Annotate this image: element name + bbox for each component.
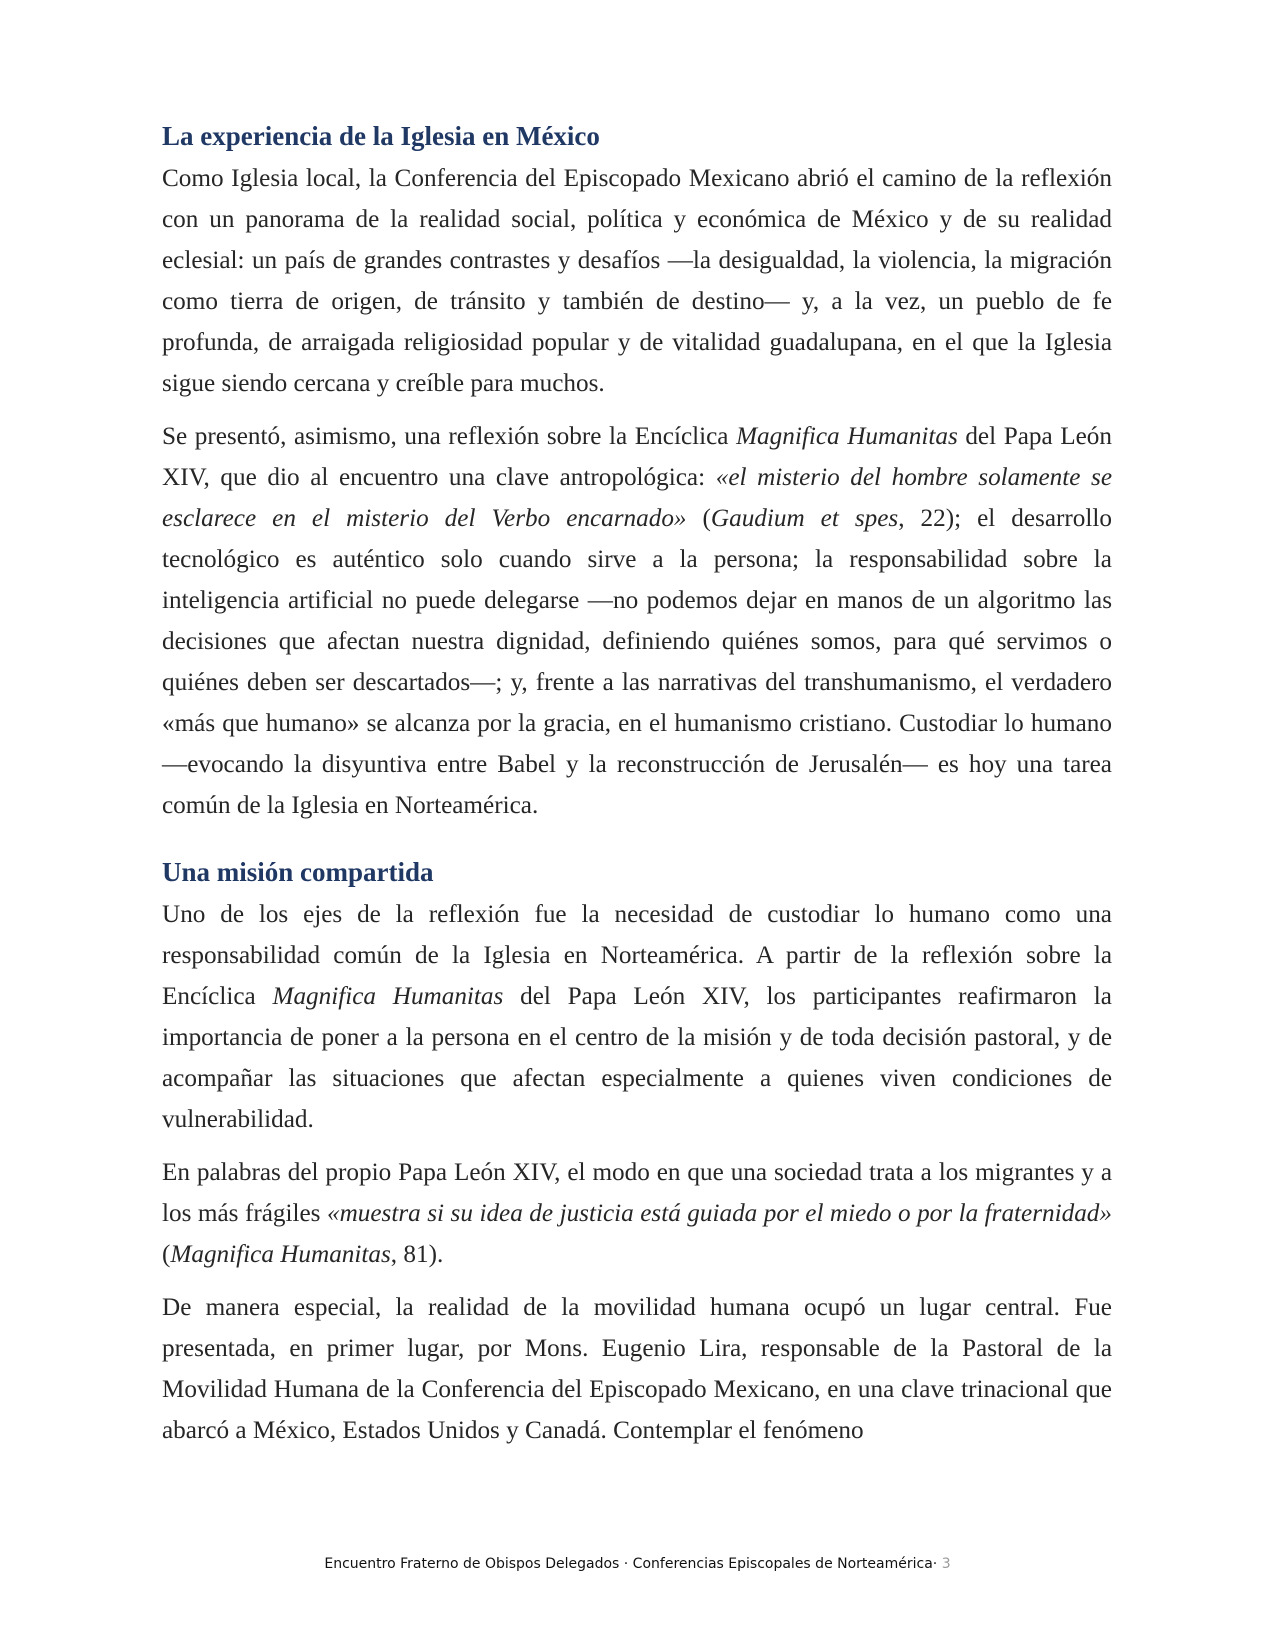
- text-run: del Papa León XIV, que dio al encuentro una clave antropológica:: [162, 423, 1112, 491]
- text-run: (: [162, 1241, 171, 1268]
- footer-text: Encuentro Fraterno de Obispos Delegados · Conferencias Episcopales de Norteamérica: [324, 1556, 933, 1572]
- text-run: (: [686, 505, 711, 532]
- text-run: En palabras del propio Papa León XIV, el modo en que una sociedad trata a los migrantes y a los más frágiles: [162, 1159, 1112, 1227]
- italic-encyclical-title: Magnifica Humanitas: [736, 423, 958, 450]
- section-heading-shared-mission: Una misión compartida: [162, 857, 434, 887]
- page-footer: [0, 1556, 1275, 1572]
- italic-encyclical-title: Magnifica Humanitas: [272, 983, 504, 1010]
- section-spacer: [162, 838, 1112, 854]
- paragraph-mexico-context: Como Iglesia local, la Conferencia del Episcopado Mexicano abrió el camino de la reflexión con un panorama de la realidad social, política y económica de México y de su realidad eclesial: un país de grandes contrastes y desafíos —la desigualdad, la violencia, la migración como tierra de origen, de tránsito y también de destino— y, a la vez, un pueblo de fe profunda, de arraigada religiosidad popular y de vitalidad guadalupana, en el que la Iglesia sigue siendo cercana y creíble para muchos.: [162, 165, 1112, 397]
- italic-citation-title: Magnifica Humanitas: [170, 1241, 391, 1268]
- italic-quote: «muestra si su idea de justicia está guiada por el miedo o por la fraternidad»: [327, 1200, 1112, 1227]
- paragraph-human-mobility: De manera especial, la realidad de la movilidad humana ocupó un lugar central. Fue presentada, en primer lugar, por Mons. Eugenio Lira, responsable de la Pastoral de la Movilidad Humana de la Conferencia del Episcopado Mexicano, en una clave trinacional que abarcó a México, Estados Unidos y Canadá. Contemplar el fenómeno: [162, 1294, 1112, 1444]
- section-heading-mexico: La experiencia de la Iglesia en México: [162, 121, 600, 151]
- footer-separator: ·: [932, 1556, 938, 1572]
- text-run: , 22); el desarrollo tecnológico es auténtico solo cuando sirve a la persona; la responsabilidad sobre la inteligencia artificial no puede delegarse —no podemos dejar en manos de un algoritmo las decisiones que afectan nuestra dignidad, definiendo quiénes somos, para qué servimos o quiénes deben ser descartados—; y, frente a las narrativas del transhumanismo, el verdadero «más que humano» se alcanza por la gracia, en el humanismo cristiano. Custodiar lo humano —evocando la disyuntiva entre Babel y la reconstrucción de Jerusalén— es hoy una tarea común de la Iglesia en Norteamérica.: [162, 505, 1112, 819]
- text-run: Uno de los ejes de la reflexión fue la necesidad de custodiar lo humano como una responsabilidad común de la Iglesia en Norteamérica. A partir de la reflexión sobre la Encíclica: [162, 901, 1112, 1010]
- paragraph-encyclical-reflection: [162, 416, 1112, 826]
- text-run: Se presentó, asimismo, una reflexión sobre la Encíclica: [162, 423, 737, 450]
- document-body: [162, 118, 1112, 1463]
- text-run: , 81).: [390, 1241, 444, 1268]
- italic-quote: «el misterio del hombre solamente se esclarece en el misterio del Verbo encarnado»: [162, 464, 1113, 532]
- italic-citation-title: Gaudium et spes: [710, 505, 899, 532]
- text-run: del Papa León XIV, los participantes reafirmaron la importancia de poner a la persona en el centro de la misión y de toda decisión pastoral, y de acompañar las situaciones que afectan especialmente a quienes viven condiciones de vulnerabilidad.: [162, 983, 1112, 1133]
- page-number: 3: [941, 1556, 951, 1572]
- paragraph-shared-mission: [162, 894, 1112, 1140]
- paragraph-pope-quote: [162, 1152, 1112, 1275]
